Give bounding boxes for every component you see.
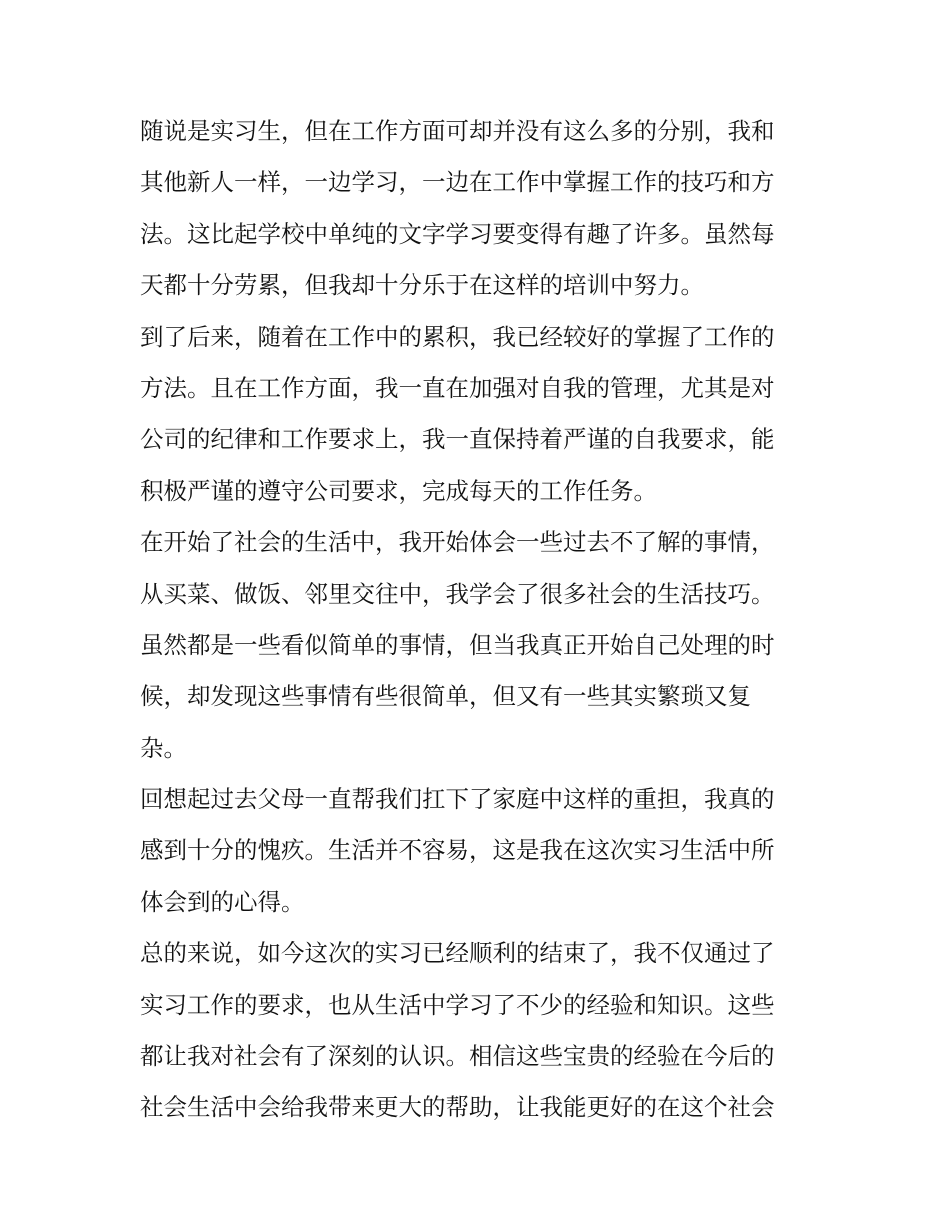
text-line: 虽然都是一些看似简单的事情，但当我真正开始自己处理的时: [140, 630, 775, 659]
text-line: 从买菜、做饭、邻里交往中，我学会了很多社会的生活技巧。: [140, 579, 775, 608]
text-line: 体会到的心得。: [140, 887, 305, 916]
text-line: 都让我对社会有了深刻的认识。相信这些宝贵的经验在今后的: [140, 1042, 775, 1071]
text-line: 积极严谨的遵守公司要求，完成每天的工作任务。: [140, 476, 657, 505]
text-line: 方法。且在工作方面，我一直在加强对自我的管理，尤其是对: [140, 373, 775, 402]
text-line: 在开始了社会的生活中，我开始体会一些过去不了解的事情，: [140, 528, 775, 557]
text-line: 其他新人一样，一边学习，一边在工作中掌握工作的技巧和方: [140, 168, 775, 197]
text-line: 公司的纪律和工作要求上，我一直保持着严谨的自我要求，能: [140, 425, 775, 454]
text-line: 实习工作的要求，也从生活中学习了不少的经验和知识。这些: [140, 990, 775, 1019]
text-line: 杂。: [140, 733, 187, 762]
text-line: 到了后来，随着在工作中的累积，我已经较好的掌握了工作的: [140, 322, 775, 351]
text-line: 候，却发现这些事情有些很简单，但又有一些其实繁琐又复: [140, 682, 751, 711]
text-line: 社会生活中会给我带来更大的帮助，让我能更好的在这个社会: [140, 1093, 775, 1122]
text-line: 随说是实习生，但在工作方面可却并没有这么多的分别，我和: [140, 117, 775, 145]
text-line: 回想起过去父母一直帮我们扛下了家庭中这样的重担，我真的: [140, 785, 775, 814]
text-line: 法。这比起学校中单纯的文字学习要变得有趣了许多。虽然每: [140, 219, 775, 248]
text-line: 感到十分的愧疚。生活并不容易，这是我在这次实习生活中所: [140, 836, 775, 865]
body-text: [140, 106, 820, 1134]
text-line: 总的来说，如今这次的实习已经顺利的结束了，我不仅通过了: [140, 939, 775, 968]
text-line: 天都十分劳累，但我却十分乐于在这样的培训中努力。: [140, 271, 704, 300]
